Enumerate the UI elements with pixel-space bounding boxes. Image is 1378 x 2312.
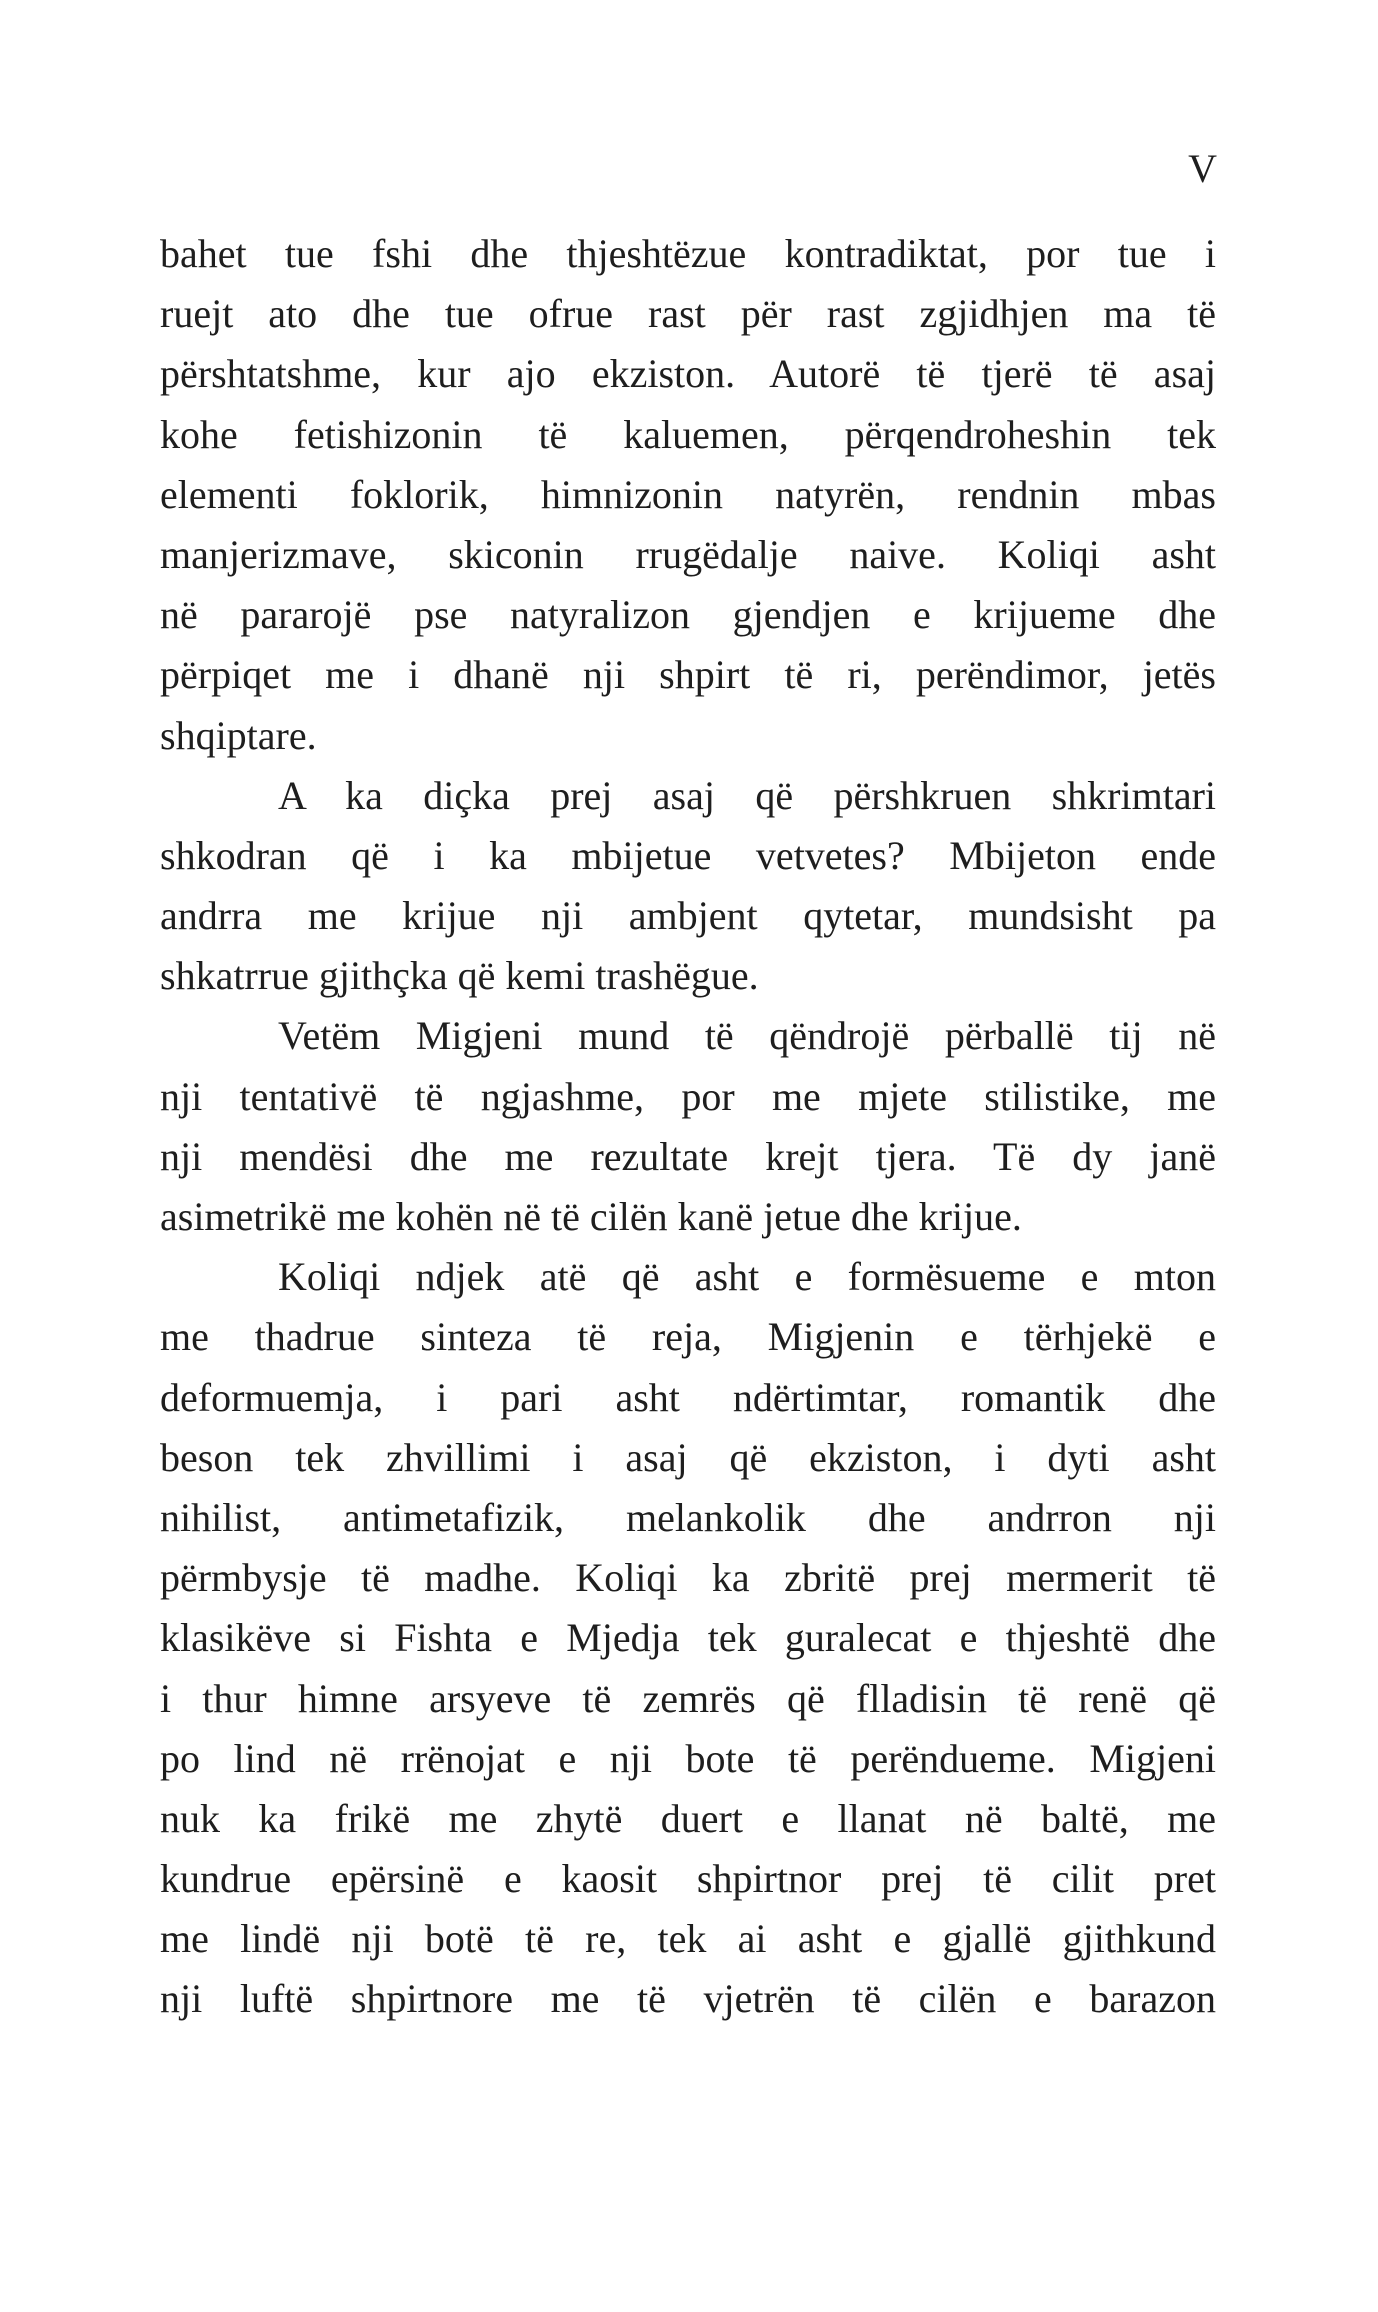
text-line: me thadrue sinteza të reja, Migjenin e tërhjekë e [160,1314,1216,1360]
page-number: V [1188,146,1218,191]
text-line: elementi foklorik, himnizonin natyrën, rendnin mbas [160,471,1216,517]
paragraph [160,1247,1216,2029]
paragraph [160,766,1216,1007]
text-line: me lindë nji botë të re, tek ai asht e gjallë gjithkund [160,1916,1216,1962]
text-line: nji mendësi dhe me rezultate krejt tjera. Të dy janë [160,1133,1216,1179]
text-line: manjerizmave, skiconin rrugëdalje naive. Koliqi asht [160,531,1216,577]
text-line: andrra me krijue nji ambjent qytetar, mundsisht pa [160,893,1216,939]
text-line: kohe fetishizonin të kaluemen, përqendroheshin tek [160,411,1216,457]
text-line: nji luftë shpirtnore me të vjetrën të cilën e barazon [160,1976,1216,2022]
text-line: në pararojë pse natyralizon gjendjen e krijueme dhe [160,592,1216,638]
text-line: Vetëm Migjeni mund të qëndrojë përballë tij në [278,1013,1216,1059]
text-line: bahet tue fshi dhe thjeshtëzue kontradiktat, por tue i [160,231,1216,276]
text-line: nihilist, antimetafizik, melankolik dhe andrron nji [160,1494,1216,1540]
text-line: A ka diçka prej asaj që përshkruen shkrimtari [278,772,1216,818]
text-line: ruejt ato dhe tue ofrue rast për rast zgjidhjen ma të [160,291,1216,337]
text-line: shkatrrue gjithçka që kemi trashëgue. [160,953,759,999]
text-line: po lind në rrënojat e nji bote të perëndueme. Migjeni [160,1735,1216,1781]
text-line: nuk ka frikë me zhytë duert e llanat në baltë, me [160,1795,1216,1841]
text-line: përmbysje të madhe. Koliqi ka zbritë prej mermerit të [160,1555,1216,1601]
text-line: përpiqet me i dhanë nji shpirt të ri, perëndimor, jetës [160,652,1216,698]
text-line: përshtatshme, kur ajo ekziston. Autorë të tjerë të asaj [160,351,1216,397]
text-line: kundrue epërsinë e kaosit shpirtnor prej të cilit pret [160,1856,1216,1902]
body-text [160,224,1216,2030]
text-line: nji tentativë të ngjashme, por me mjete stilistike, me [160,1073,1216,1119]
text-line: shkodran që i ka mbijetue vetvetes? Mbijeton ende [160,832,1216,878]
text-line: beson tek zhvillimi i asaj që ekziston, i dyti asht [160,1434,1216,1480]
paragraph [160,224,1216,766]
paragraph [160,1006,1216,1247]
text-line: asimetrikë me kohën në të cilën kanë jetue dhe krijue. [160,1194,1022,1239]
text-line: klasikëve si Fishta e Mjedja tek guralecat e thjeshtë dhe [160,1615,1216,1661]
text-line: Koliqi ndjek atë që asht e formësueme e mton [278,1254,1216,1300]
text-line: deformuemja, i pari asht ndërtimtar, romantik dhe [160,1374,1216,1420]
text-line: i thur himne arsyeve të zemrës që flladisin të renë që [160,1675,1216,1721]
text-line: shqiptare. [160,712,317,758]
